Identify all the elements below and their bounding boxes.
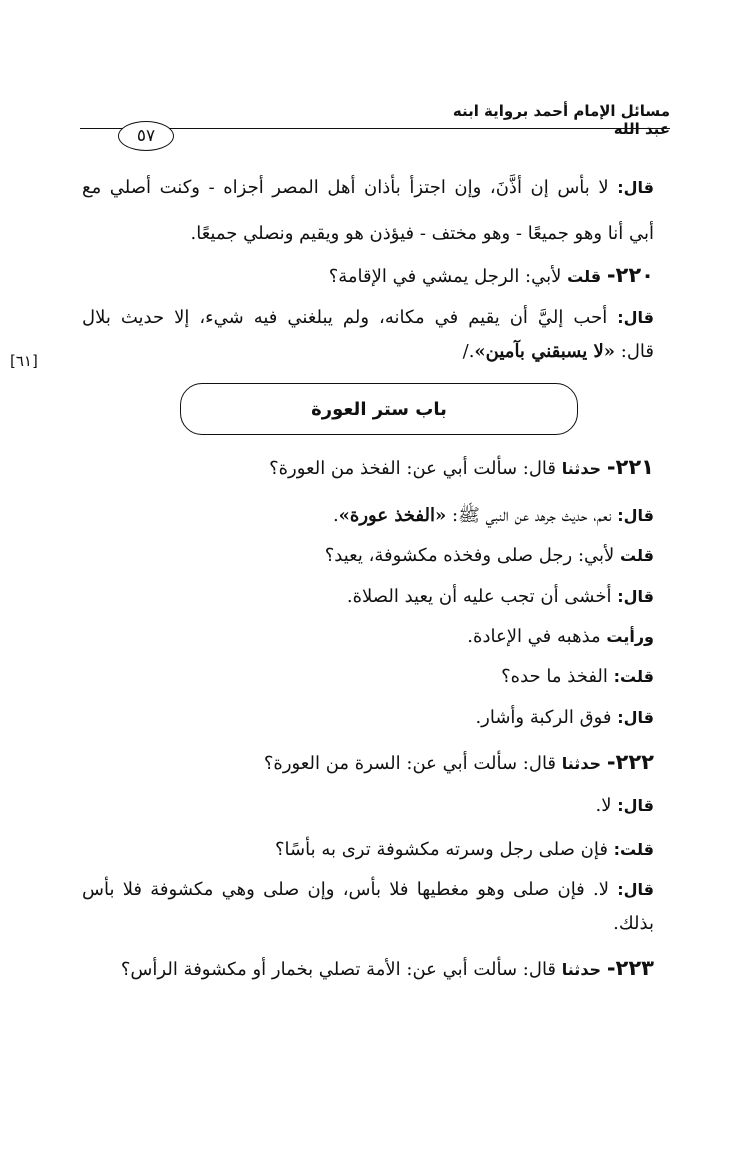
text-line bbox=[191, 222, 654, 246]
text-span: الفخذ ما حده؟ bbox=[501, 666, 608, 687]
text-line bbox=[467, 625, 654, 649]
haddathana-label: حدثنا bbox=[561, 459, 602, 478]
text-line bbox=[82, 306, 654, 330]
qultu-label: قلت bbox=[567, 267, 602, 286]
page-number: ٥٧ bbox=[118, 121, 174, 151]
text-span: ./ bbox=[462, 341, 475, 362]
text-span: نعم، حديث جرهد عن النبي ﷺ: bbox=[452, 505, 612, 526]
running-header: مسائل الإمام أحمد برواية ابنه عبد الله bbox=[452, 102, 670, 138]
chapter-heading: باب ستر العورة bbox=[180, 383, 578, 435]
item-number: ٢٢٣- bbox=[606, 956, 654, 980]
text-line bbox=[347, 585, 654, 609]
margin-reference: [٦١] bbox=[10, 352, 38, 370]
text-span: أخشى أن تجب عليه أن يعيد الصلاة. bbox=[346, 586, 612, 607]
text-span: لا بأس إن أذَّنَ، وإن اجتزأ بأذان أهل المصر أجزاه - وكنت أصلي مع bbox=[82, 177, 609, 198]
text-span: قال: سألت أبي عن: الأمة تصلي بخمار أو مكشوفة الرأس؟ bbox=[120, 959, 557, 980]
text-line bbox=[501, 665, 654, 689]
text-span: لا. bbox=[595, 795, 612, 816]
quote-span: «لا يسبقني بآمين» bbox=[474, 341, 616, 362]
hadith-221 bbox=[269, 455, 654, 481]
text-line bbox=[613, 912, 654, 936]
text-span: قال: bbox=[620, 341, 654, 362]
raaytu-label: ورأيت bbox=[606, 627, 654, 646]
text-line bbox=[275, 838, 654, 862]
qultu-label: قلت: bbox=[613, 840, 654, 859]
text-line bbox=[333, 504, 654, 528]
quote-span: «الفخذ عورة» bbox=[338, 505, 447, 526]
text-span: أحب إليَّ أن يقيم في مكانه، ولم يبلغني فيه شيء، إلا حديث بلال bbox=[82, 307, 608, 328]
text-span: قال: سألت أبي عن: الفخذ من العورة؟ bbox=[269, 458, 557, 479]
text-line bbox=[82, 176, 654, 200]
text-span: لا. فإن صلى وهو مغطيها فلا بأس، وإن صلى وهي مكشوفة فلا بأس bbox=[82, 879, 609, 900]
text-span: لأبي: الرجل يمشي في الإقامة؟ bbox=[328, 266, 562, 287]
hadith-222 bbox=[264, 750, 654, 776]
haddathana-label: حدثنا bbox=[561, 960, 602, 979]
item-number: ٢٢٢- bbox=[606, 750, 654, 774]
text-span: قال: سألت أبي عن: السرة من العورة؟ bbox=[263, 753, 557, 774]
item-number: ٢٢١- bbox=[606, 455, 654, 479]
qala-label: قال: bbox=[617, 308, 654, 327]
qala-label: قال: bbox=[617, 506, 654, 525]
item-number: ٢٢٠- bbox=[606, 263, 654, 287]
qala-label: قال: bbox=[617, 880, 654, 899]
text-span: لأبي: رجل صلى وفخذه مكشوفة، يعيد؟ bbox=[324, 545, 615, 566]
text-line bbox=[475, 706, 654, 730]
text-span: فوق الركبة وأشار. bbox=[475, 707, 612, 728]
qala-label: قال: bbox=[617, 587, 654, 606]
text-span: مذهبه في الإعادة. bbox=[467, 626, 601, 647]
hadith-223 bbox=[121, 956, 654, 982]
text-span: أبي أنا وهو جميعًا - وهو مختف - فيؤذن هو ويقيم ونصلي جميعًا. bbox=[190, 223, 654, 244]
qala-label: قال: bbox=[617, 708, 654, 727]
qala-label: قال: bbox=[617, 796, 654, 815]
text-line bbox=[596, 794, 655, 818]
qultu-label: قلت: bbox=[613, 667, 654, 686]
haddathana-label: حدثنا bbox=[561, 754, 602, 773]
text-span: . bbox=[332, 505, 339, 526]
text-span: بذلك. bbox=[613, 913, 654, 934]
question-220 bbox=[329, 263, 654, 289]
text-span: فإن صلى رجل وسرته مكشوفة ترى به بأسًا؟ bbox=[275, 839, 608, 860]
text-line bbox=[325, 544, 654, 568]
text-line bbox=[463, 340, 654, 364]
qultu-label: قلت bbox=[620, 546, 654, 565]
text-line bbox=[82, 878, 654, 902]
qala-label: قال: bbox=[617, 178, 654, 197]
